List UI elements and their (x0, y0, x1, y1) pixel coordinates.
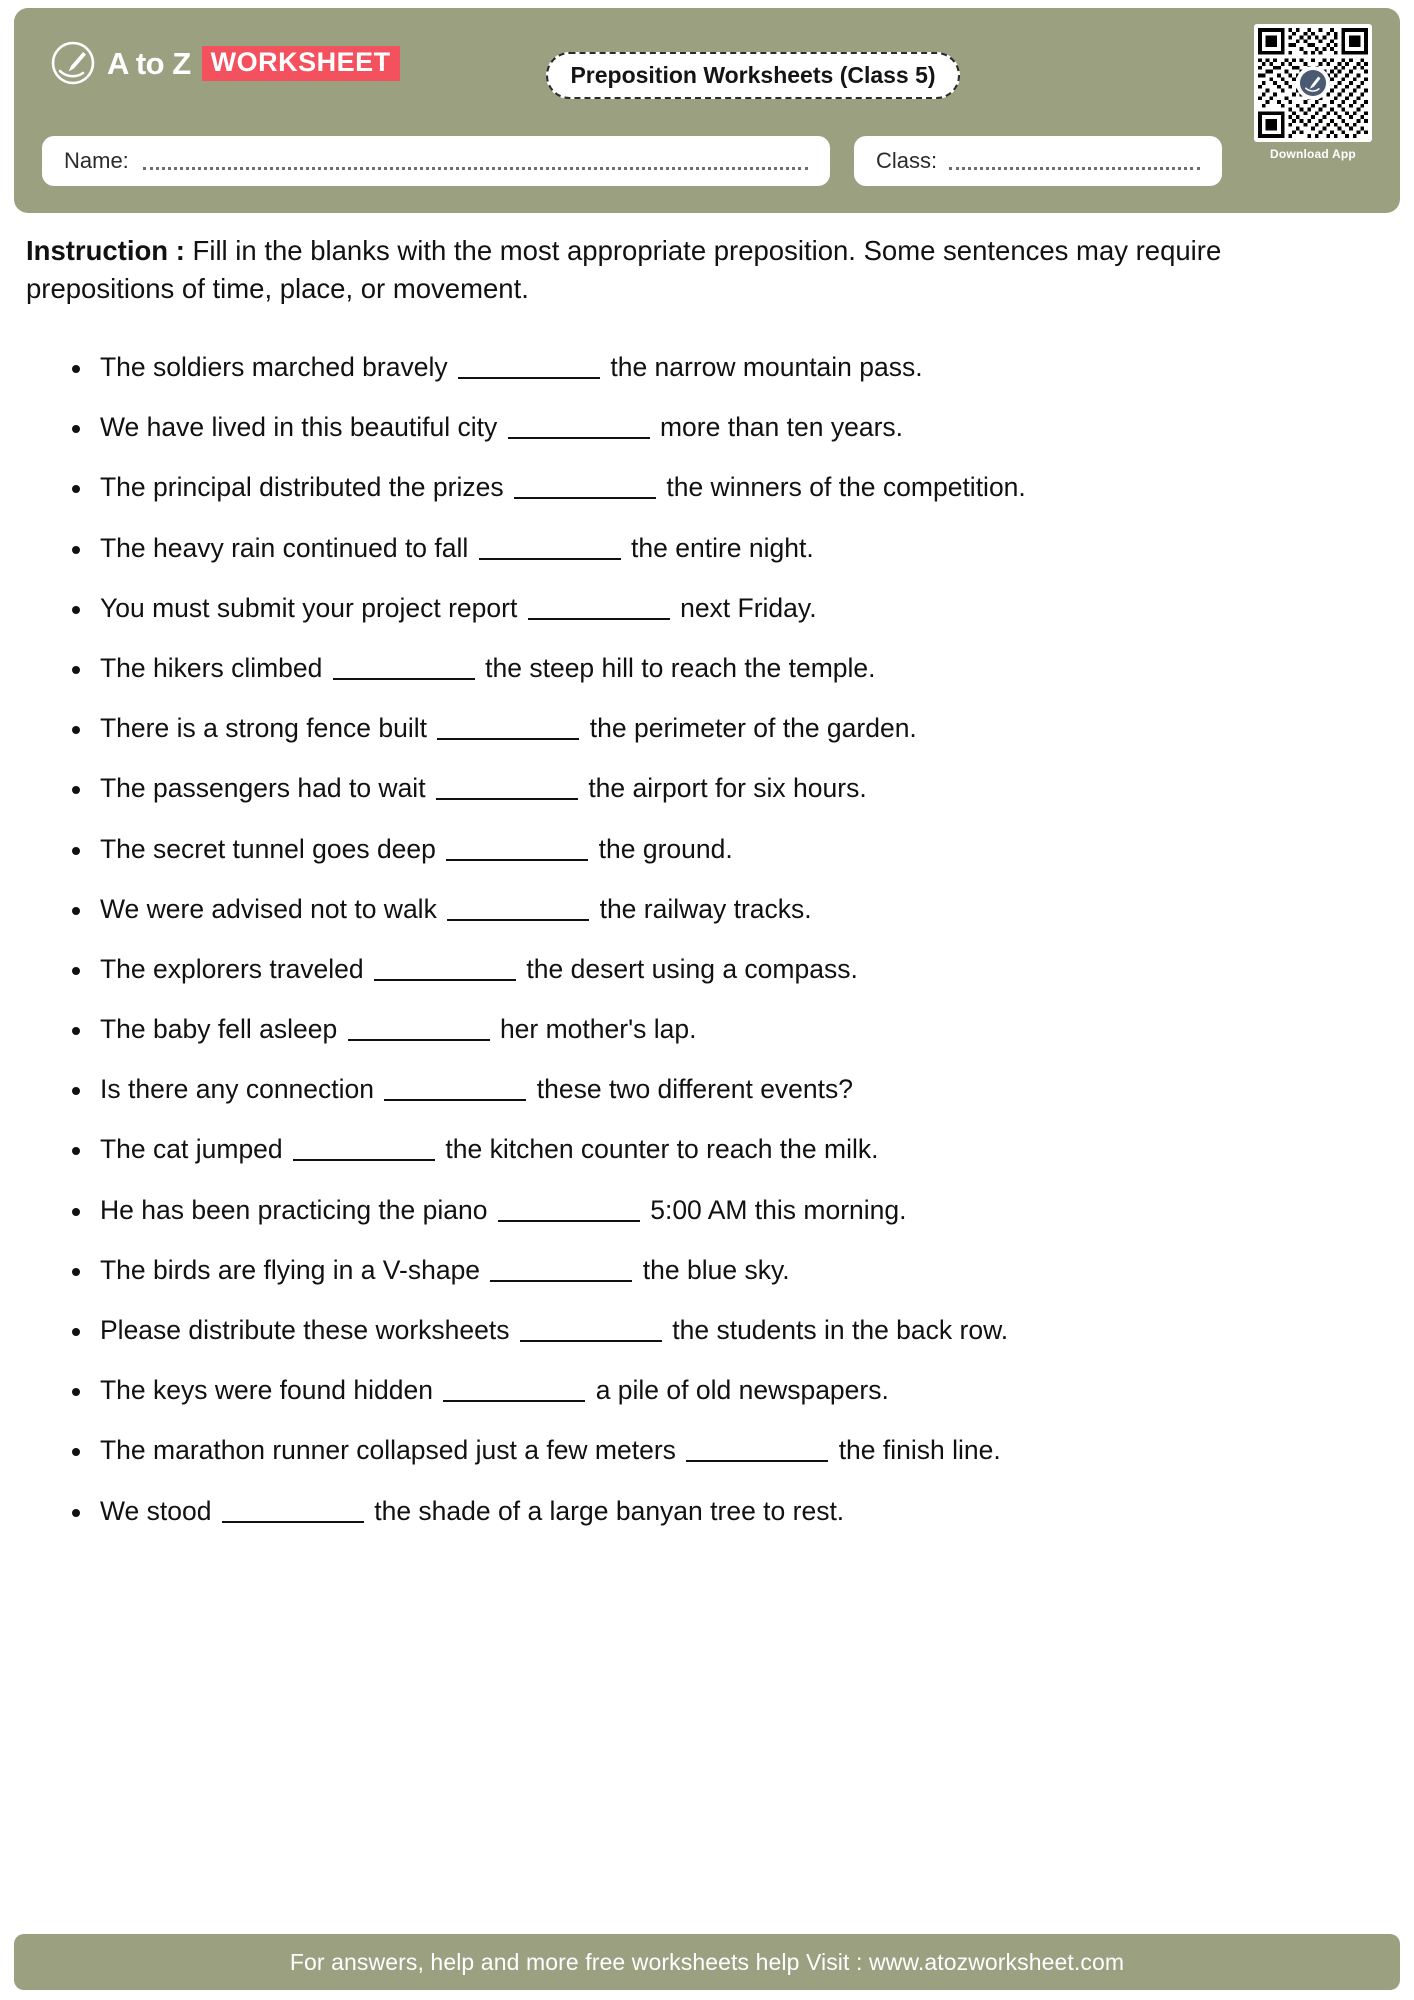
instruction-text (26, 232, 1356, 308)
question-text-after-blank: her mother's lap. (499, 1014, 697, 1045)
answer-blank[interactable] (384, 1099, 526, 1101)
question-text-before-blank: The marathon runner collapsed just a few meters (100, 1435, 676, 1466)
question-text-after-blank: the narrow mountain pass. (610, 352, 923, 382)
name-field-input[interactable] (143, 167, 808, 170)
answer-blank[interactable] (458, 377, 600, 379)
answer-blank[interactable] (446, 859, 588, 861)
question-text-after-blank: the students in the back row. (672, 1315, 1009, 1345)
question-text-after-blank: the finish line. (838, 1435, 1001, 1466)
question-text-before-blank: The secret tunnel goes deep (100, 833, 436, 864)
question-text-after-blank: the perimeter of the garden. (589, 713, 917, 744)
question-text-after-blank: the blue sky. (642, 1254, 790, 1285)
class-field[interactable] (854, 136, 1222, 186)
question-item (62, 1315, 1382, 1347)
question-text-before-blank: The principal distributed the prizes (100, 472, 504, 503)
question-item (62, 1074, 1382, 1106)
answer-blank[interactable] (437, 738, 579, 740)
question-item (62, 1014, 1382, 1046)
answer-blank[interactable] (293, 1159, 435, 1161)
question-text-before-blank: The cat jumped (100, 1134, 283, 1165)
question-text-after-blank: more than ten years. (659, 412, 904, 443)
question-text-before-blank: The explorers traveled (100, 953, 364, 984)
question-list (62, 352, 1382, 1556)
download-app-label: Download App (1270, 147, 1356, 161)
question-text-after-blank: the kitchen counter to reach the milk. (445, 1134, 879, 1165)
question-item (62, 412, 1382, 444)
answer-blank[interactable] (514, 497, 656, 499)
pen-in-circle-icon (50, 40, 96, 86)
worksheet-footer (14, 1934, 1400, 1990)
worksheet-title-pill (546, 52, 960, 99)
question-item (62, 533, 1382, 565)
answer-blank[interactable] (333, 678, 475, 680)
question-item (62, 834, 1382, 866)
question-text-after-blank: the desert using a compass. (526, 953, 858, 984)
question-text-before-blank: The soldiers marched bravely (100, 352, 448, 382)
question-text-before-blank: The hikers climbed (100, 652, 323, 683)
question-text-after-blank: the airport for six hours. (588, 773, 867, 804)
question-item (62, 472, 1382, 504)
question-text-before-blank: We stood (100, 1495, 212, 1526)
question-item (62, 1496, 1382, 1528)
question-text-before-blank: You must submit your project report (100, 592, 518, 623)
question-text-after-blank: the shade of a large banyan tree to rest. (374, 1495, 845, 1526)
name-field-label: Name: (64, 148, 129, 173)
answer-blank[interactable] (686, 1460, 828, 1462)
question-item (62, 1255, 1382, 1287)
answer-blank[interactable] (508, 437, 650, 439)
question-text-before-blank: The keys were found hidden (100, 1375, 433, 1406)
question-text-after-blank: 5:00 AM this morning. (650, 1194, 907, 1225)
question-text-before-blank: The passengers had to wait (100, 773, 426, 804)
answer-blank[interactable] (520, 1340, 662, 1342)
question-item (62, 593, 1382, 625)
answer-blank[interactable] (443, 1400, 585, 1402)
question-text-after-blank: these two different events? (536, 1074, 854, 1105)
question-item (62, 1195, 1382, 1227)
answer-blank[interactable] (528, 618, 670, 620)
question-item (62, 1375, 1382, 1407)
answer-blank[interactable] (222, 1521, 364, 1523)
answer-blank[interactable] (436, 798, 578, 800)
question-item (62, 653, 1382, 685)
question-item (62, 773, 1382, 805)
qr-section (1254, 24, 1372, 161)
footer-text: For answers, help and more free worksheets help Visit : www.atozworksheet.com (289, 1948, 1125, 1975)
question-text-after-blank: the winners of the competition. (666, 472, 1026, 503)
question-text-before-blank: There is a strong fence built (100, 713, 428, 744)
question-item (62, 954, 1382, 986)
question-item (62, 1435, 1382, 1467)
answer-blank[interactable] (498, 1220, 640, 1222)
brand-logo (50, 40, 400, 86)
brand-badge: WORKSHEET (202, 46, 400, 81)
question-text-after-blank: a pile of old newspapers. (595, 1375, 889, 1406)
question-text-after-blank: the entire night. (631, 532, 814, 563)
answer-blank[interactable] (490, 1280, 632, 1282)
answer-blank[interactable] (479, 558, 621, 560)
question-text-before-blank: Is there any connection (100, 1074, 375, 1105)
question-text-before-blank: He has been practicing the piano (100, 1194, 488, 1225)
name-field[interactable] (42, 136, 830, 186)
answer-blank[interactable] (348, 1039, 490, 1041)
question-text-before-blank: The birds are flying in a V-shape (100, 1254, 481, 1285)
qr-code-icon[interactable] (1254, 24, 1372, 142)
question-text-before-blank: We were advised not to walk (100, 893, 437, 924)
question-text-before-blank: The baby fell asleep (100, 1014, 338, 1045)
answer-blank[interactable] (447, 919, 589, 921)
page-title: Preposition Worksheets (Class 5) (570, 62, 936, 88)
question-item (62, 1134, 1382, 1166)
answer-blank[interactable] (374, 979, 516, 981)
qr-center-logo-icon (1296, 66, 1330, 100)
question-item (62, 352, 1382, 384)
class-field-input[interactable] (949, 167, 1200, 170)
class-field-label: Class: (876, 148, 938, 173)
question-item (62, 894, 1382, 926)
question-text-after-blank: the ground. (598, 833, 733, 864)
question-text-after-blank: next Friday. (680, 592, 817, 623)
instruction-prefix: Instruction : (26, 235, 185, 266)
question-text-before-blank: We have lived in this beautiful city (100, 412, 498, 443)
question-text-after-blank: the steep hill to reach the temple. (485, 652, 876, 683)
question-text-before-blank: Please distribute these worksheets (100, 1315, 510, 1345)
worksheet-header (14, 8, 1400, 213)
instruction-body: Fill in the blanks with the most appropriate preposition. Some sentences may require prepositions of time, place, or movement. (26, 235, 1222, 304)
question-text-before-blank: The heavy rain continued to fall (100, 532, 469, 563)
question-item (62, 713, 1382, 745)
brand-name: A to Z (107, 45, 191, 81)
question-text-after-blank: the railway tracks. (599, 893, 812, 924)
